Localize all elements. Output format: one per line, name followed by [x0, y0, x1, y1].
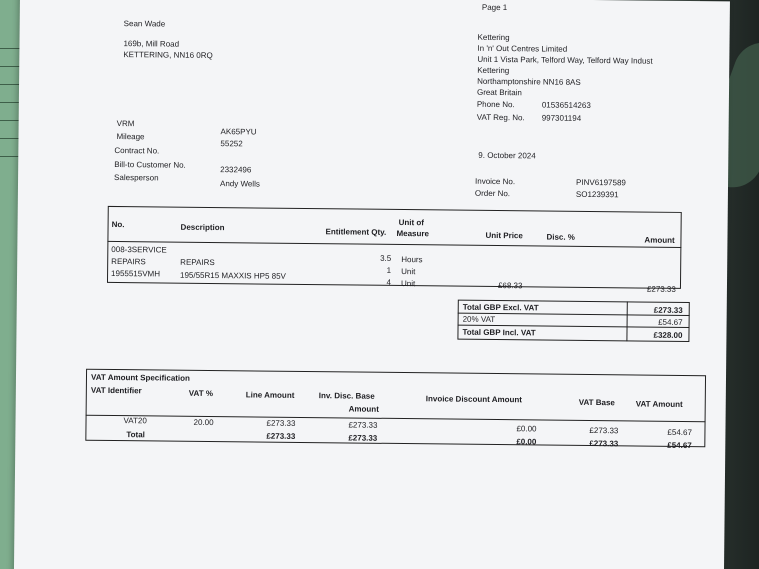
vat-col-line-amount: Line Amount [245, 390, 295, 400]
salesperson-value: Andy Wells [219, 179, 260, 189]
invoice-no-value: PINV6197589 [576, 177, 626, 188]
phone-value: 01536514263 [541, 100, 591, 110]
total-incl-label: Total GBP Incl. VAT [462, 327, 536, 338]
customer-name: Sean Wade [123, 19, 166, 29]
vat-reg-value: 997301194 [541, 113, 582, 123]
invoice-paper [14, 0, 730, 569]
page-label: Page 1 [481, 2, 508, 13]
vat-col-inv-disc: Invoice Discount Amount [425, 394, 522, 405]
row-no: REPAIRS [111, 256, 146, 267]
vrm-value: AK65PYU [220, 127, 257, 137]
total-excl-value: £273.33 [653, 305, 683, 315]
invoice-no-label: Invoice No. [475, 176, 516, 187]
row-qty: 3.5 [380, 253, 392, 263]
vat-row-inv-disc: £0.00 [516, 424, 537, 434]
customer-address-1: 169b, Mill Road [123, 39, 180, 49]
salesperson-label: Salesperson [114, 172, 159, 183]
vat-total-inv-disc: £0.00 [516, 437, 537, 447]
customer-address-2: KETTERING, NN16 0RQ [123, 50, 213, 61]
col-unit-price: Unit Price [485, 230, 523, 241]
vat-total-label: Total [126, 430, 145, 440]
vat-label: 20% VAT [462, 314, 496, 324]
vat-row-disc-base: £273.33 [348, 420, 378, 430]
col-entitlement: Entitlement Qty. [325, 227, 387, 237]
vat-col-vat-amount: VAT Amount [635, 399, 683, 409]
col-amount: Amount [644, 235, 675, 245]
total-incl-value: £328.00 [653, 330, 683, 340]
vat-col-vat-base: VAT Base [578, 397, 615, 408]
company-line-1: Kettering [477, 32, 510, 43]
row-description: REPAIRS [180, 257, 215, 268]
vat-row-identifier: VAT20 [123, 416, 147, 426]
vat-col-disc-base-1: Inv. Disc. Base [318, 391, 375, 401]
vat-row-vat-amount: £54.67 [667, 427, 692, 438]
vat-total-disc-base: £273.33 [348, 433, 378, 443]
vat-total-vat-base: £273.33 [589, 438, 619, 449]
vrm-label: VRM [116, 119, 135, 129]
billto-label: Bill-to Customer No. [114, 159, 186, 170]
company-line-3: Unit 1 Vista Park, Telford Way, Telford Way Indust [477, 54, 653, 66]
vat-total-line-amount: £273.33 [266, 431, 296, 441]
vat-value: £54.67 [658, 317, 683, 327]
company-line-2: In 'n' Out Centres Limited [477, 43, 568, 54]
vat-col-identifier: VAT Identifier [90, 385, 142, 396]
vat-total-vat-amount: £54.67 [667, 440, 692, 451]
vat-reg-label: VAT Reg. No. [476, 112, 525, 123]
row-uom: Unit [400, 279, 416, 289]
vat-col-disc-base-2: Amount [348, 404, 379, 414]
row-uom: Unit [401, 267, 416, 277]
row-no: 008-3SERVICE [111, 244, 167, 255]
mileage-label: Mileage [116, 132, 145, 142]
row-unit-price: £68.33 [497, 281, 523, 291]
company-line-6: Great Britain [476, 87, 522, 98]
billto-value: 2332496 [220, 165, 252, 175]
row-qty: 4 [386, 277, 392, 287]
phone-label: Phone No. [476, 99, 515, 110]
row-amount: £273.33 [646, 284, 676, 294]
row-uom: Hours [401, 255, 423, 265]
invoice-date: 9. October 2024 [478, 150, 536, 161]
row-qty: 1 [386, 265, 392, 275]
vat-spec-title: VAT Amount Specification [90, 372, 191, 383]
col-uom-1: Unit of [398, 217, 425, 228]
contract-label: Contract No. [114, 145, 160, 156]
total-excl-label: Total GBP Excl. VAT [462, 302, 539, 313]
vat-row-pct: 20.00 [193, 417, 214, 428]
company-line-4: Kettering [477, 65, 510, 76]
row-no: 1955515VMH [111, 268, 161, 279]
col-uom-2: Measure [396, 228, 430, 239]
order-no-label: Order No. [474, 188, 511, 199]
company-line-5: Northamptonshire NN16 8AS [477, 76, 581, 87]
col-disc: Disc. % [546, 232, 575, 242]
row-description: 195/55R15 MAXXIS HP5 85V [180, 270, 286, 281]
order-no-value: SO1239391 [575, 189, 619, 200]
vat-row-line-amount: £273.33 [266, 418, 296, 428]
col-description: Description [180, 222, 225, 233]
mileage-value: 55252 [220, 139, 243, 149]
vat-col-pct: VAT % [188, 388, 214, 399]
col-no: No. [111, 219, 125, 230]
vat-row-vat-base: £273.33 [589, 425, 619, 436]
